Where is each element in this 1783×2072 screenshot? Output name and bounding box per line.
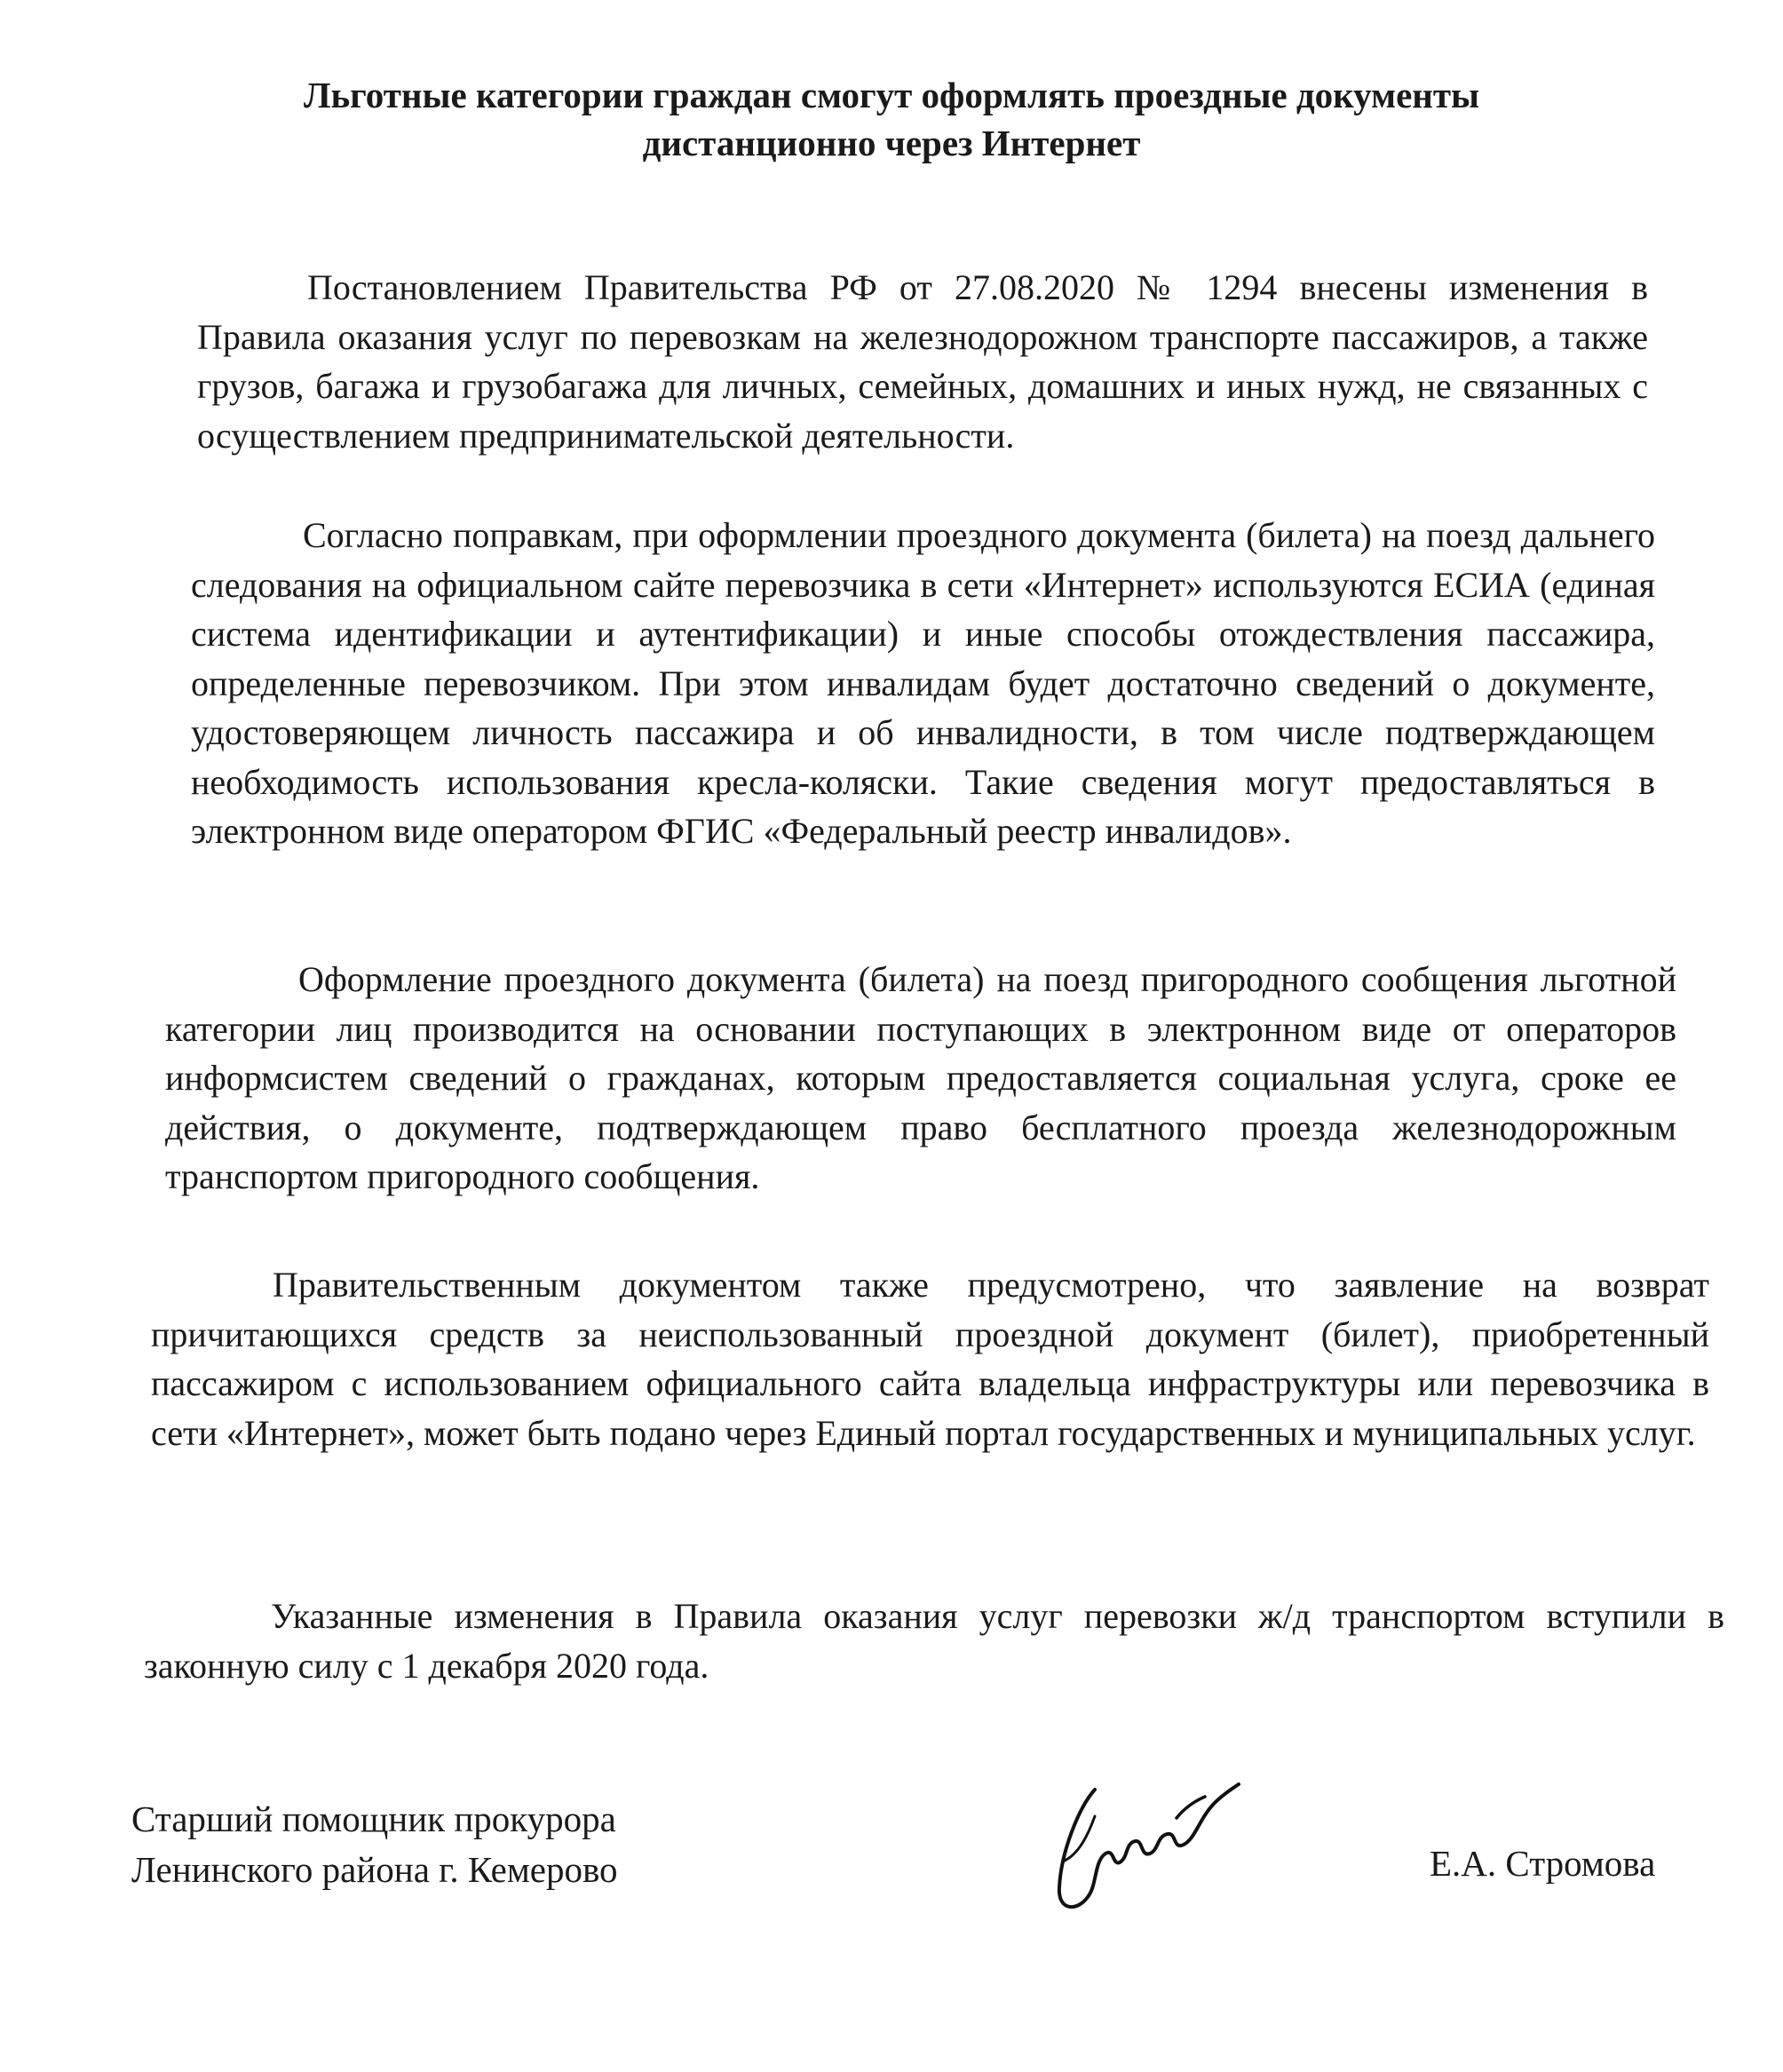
signer-name: Е.А. Стромова [1430,1843,1656,1884]
title-line-2: дистанционно через Интернет [642,123,1141,163]
title-line-1: Льготные категории граждан смогут оформлять проездные документы [303,75,1480,115]
paragraph-decree: Постановлением Правительства РФ от 27.08.2020 № 1294 внесены изменения в Правила оказания услуг по перевозкам на железнодорожном транспорте пассажиров, а также грузов, багажа и грузобагажа для личных, семейных, домашних и иных нужд, не связанных с осуществлением предпринимательской деятельности. [197,267,1648,456]
paragraph-suburban: Оформление проездного документа (билета) на поезд пригородного сообщения льготной категории лиц производится на основании поступающих в электронном виде от операторов информсистем сведений о гражданах, которым предоставляется социальная услуга, сроке ее действия, о документе, подтверждающем право бесплатного проезда железнодорожным транспортом пригородного сообщения. [165,959,1676,1196]
paragraph-refund: Правительственным документом также предусмотрено, что заявление на возврат причитающихся средств за неиспользованный проездной документ (билет), приобретенный пассажиром с использованием официального сайта владельца инфраструктуры или перевозчика в сети «Интернет», может быть подано через Единый портал государственных и муниципальных услуг. [151,1265,1709,1453]
document-title [133,71,1650,167]
paragraph-effective-date: Указанные изменения в Правила оказания услуг перевозки ж/д транспортом вступили в законную силу с 1 декабря 2020 года. [144,1596,1724,1686]
paragraph-long-distance: Согласно поправкам, при оформлении проездного документа (билета) на поезд дальнего следования на официальном сайте перевозчика в сети «Интернет» используются ЕСИА (единая система идентификации и аутентификации) и иные способы отождествления пассажира, определенные перевозчиком. При этом инвалидам будет достаточно сведений о документе, удостоверяющем личность пассажира и об инвалидности, в том числе подтверждающем необходимость использования кресла-коляски. Такие сведения могут предоставляться в электронном виде оператором ФГИС «Федеральный реестр инвалидов». [191,515,1655,851]
signer-position-line-1: Старший помощник прокурора [131,1798,616,1839]
signature-icon [1043,1754,1256,1923]
signer-position [131,1794,860,1895]
signer-position-line-2: Ленинского района г. Кемерово [131,1849,618,1890]
